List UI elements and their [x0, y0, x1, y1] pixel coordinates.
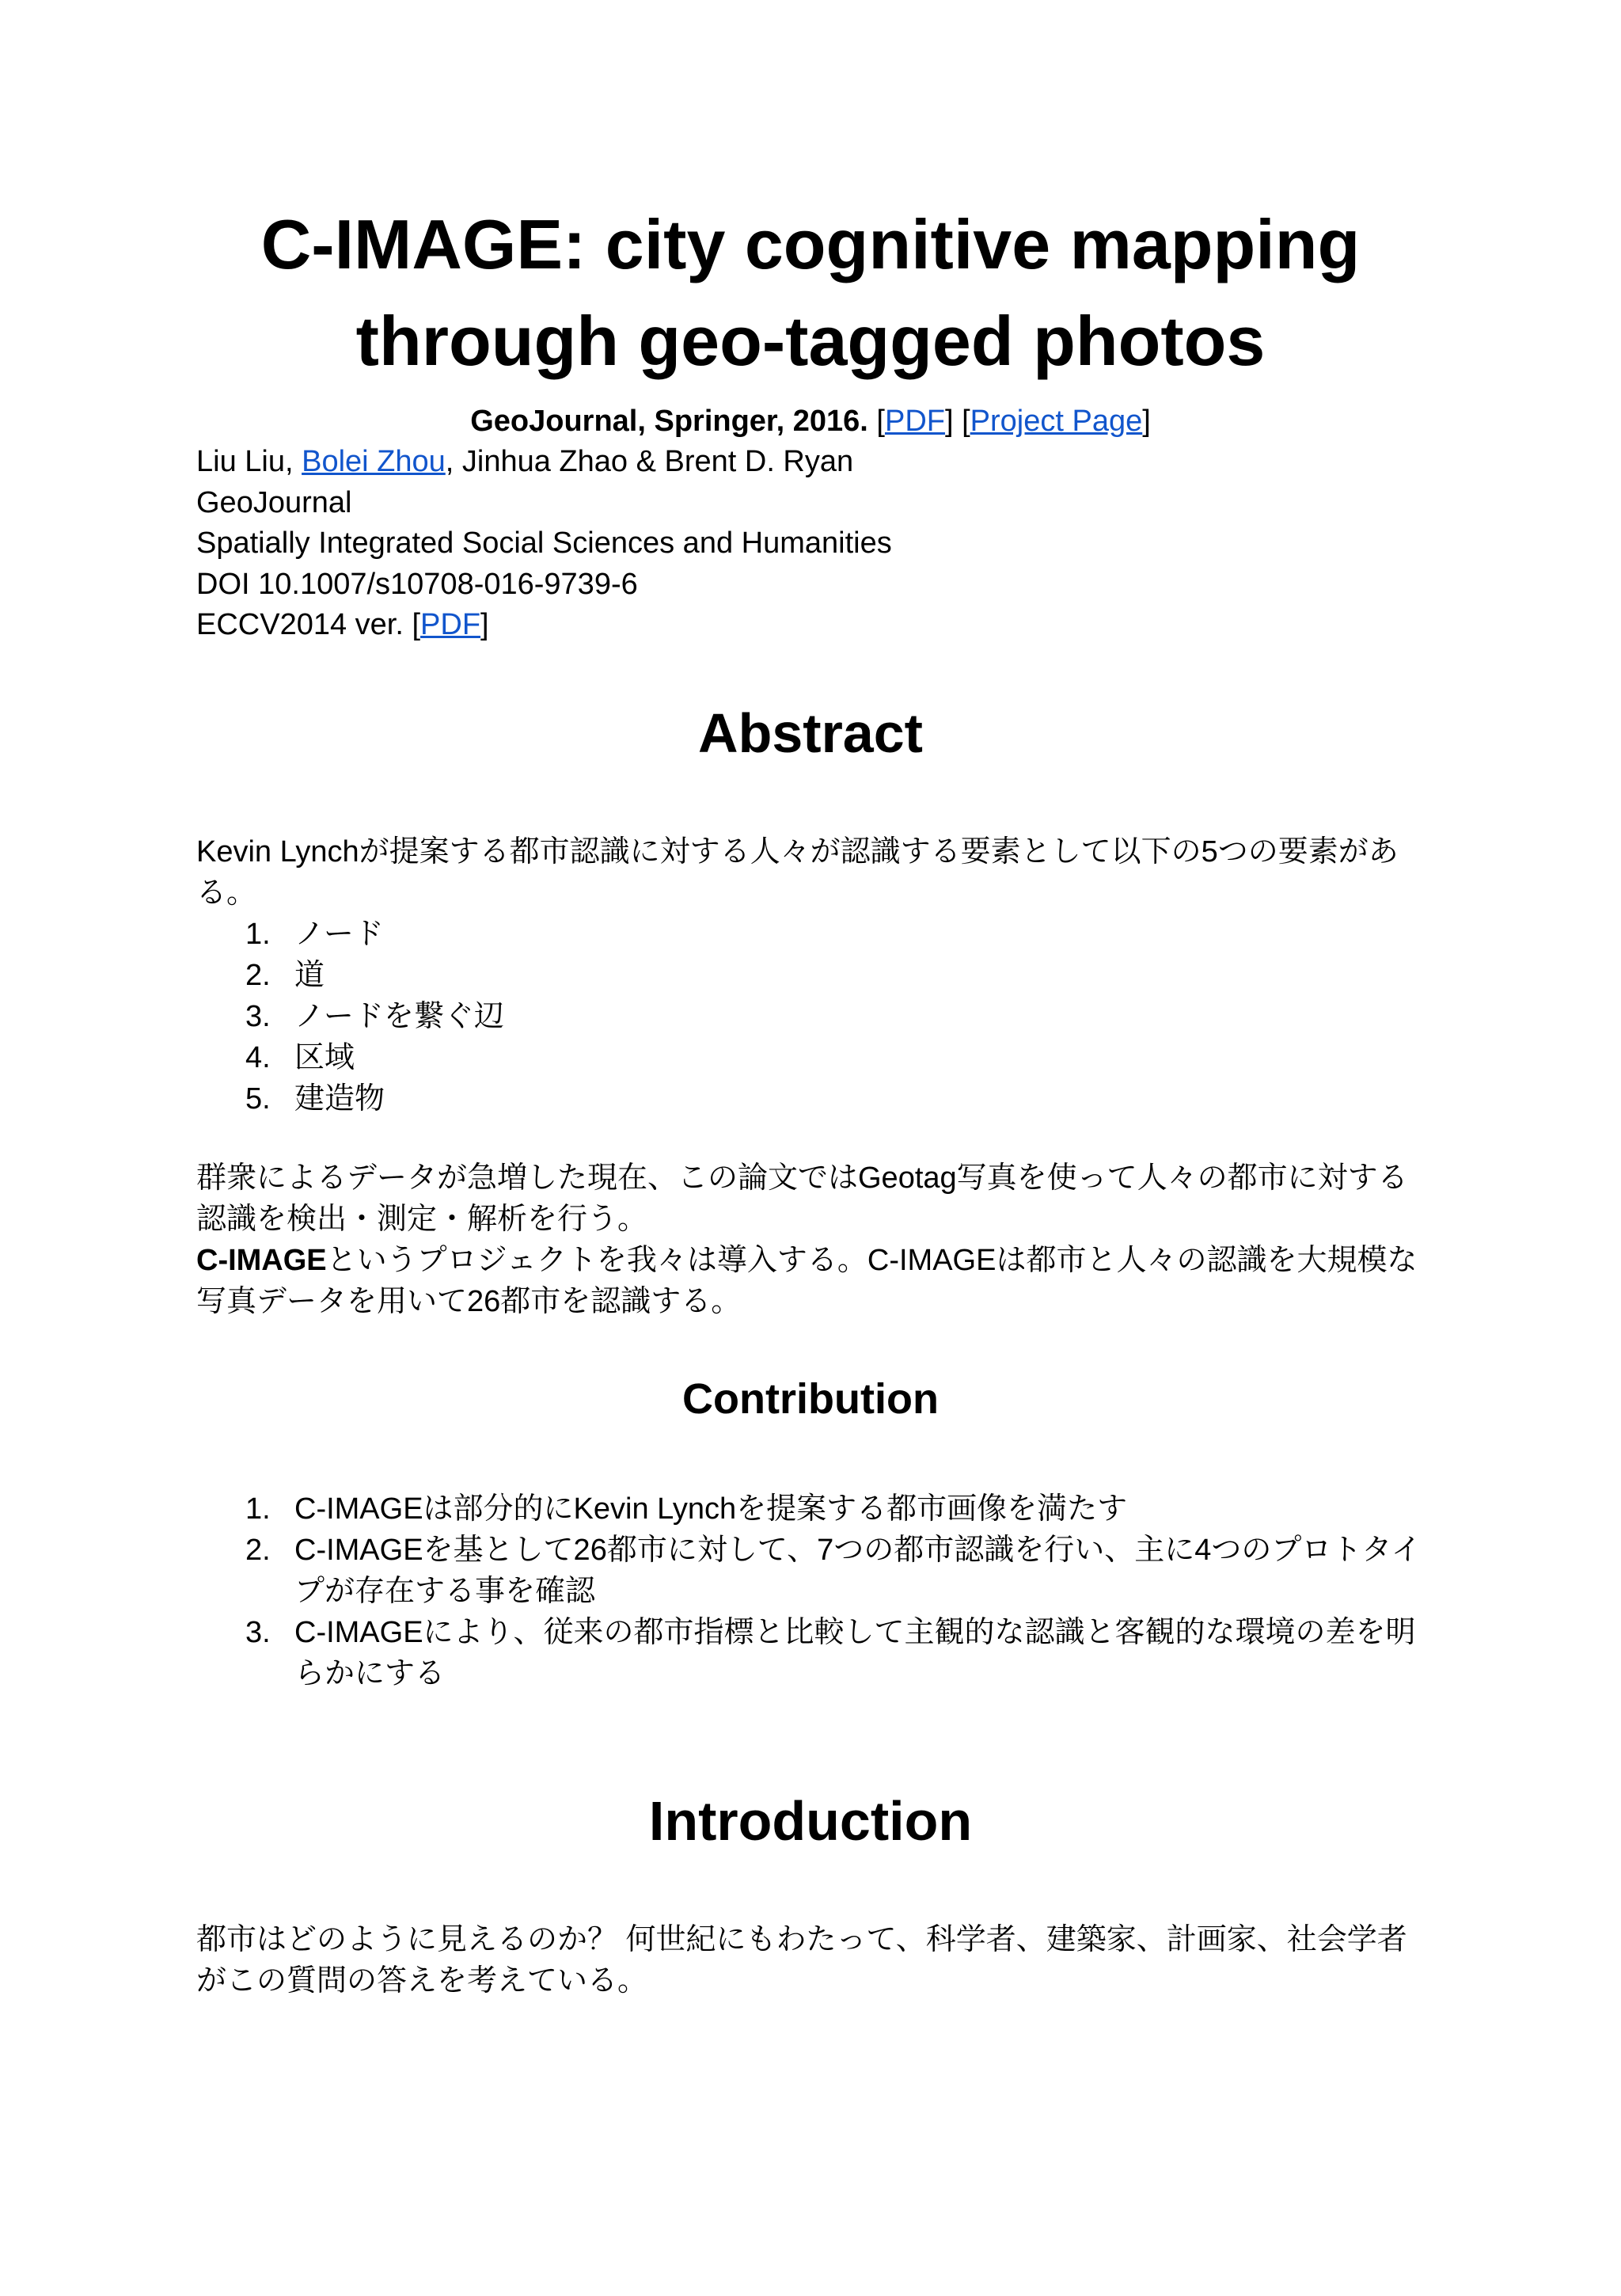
list-item: [196, 1530, 1431, 1612]
introduction-heading: Introduction: [648, 1790, 973, 1852]
venue-bracket-close-2: ]: [1142, 405, 1151, 438]
introduction-line-1: 都市はどのように見えるのか？ 何世紀にもわたって、科学者、建築家、計画家、社会学者: [196, 1923, 1407, 1956]
c-image-bold: C-IMAGE: [196, 1244, 327, 1277]
abstract-para-1-line-1: 群衆によるデータが急増した現在、この論文ではGeotag写真を使って人々の都市に対する: [196, 1161, 1408, 1195]
author-first: Liu Liu,: [196, 445, 302, 478]
list-item-text: 区域: [294, 1041, 355, 1074]
doi: DOI 10.1007/s10708-016-9739-6: [196, 567, 638, 601]
paper-title-line-1: C-IMAGE: city cognitive mapping: [260, 205, 1361, 283]
venue-bracket-open-1: [: [876, 405, 885, 438]
eccv-suffix: ]: [480, 608, 489, 641]
list-item-text: 道: [294, 959, 325, 992]
abstract-intro: [196, 831, 1431, 914]
paper-title-line-2: through geo-tagged photos: [355, 302, 1266, 380]
list-item-number: 2.: [245, 959, 271, 992]
list-item-text: 建造物: [294, 1082, 385, 1116]
introduction-line-2: がこの質問の答えを考えている。: [196, 1964, 648, 1998]
author-link-bolei-zhou[interactable]: Bolei Zhou: [302, 445, 446, 478]
venue-bracket-open-2: [: [962, 405, 970, 438]
eccv-line: [196, 605, 892, 646]
abstract-heading: Abstract: [698, 702, 923, 764]
list-item-text: ノードを繋ぐ辺: [294, 1000, 504, 1033]
list-item-text: ノード: [294, 918, 384, 951]
list-item-text: C-IMAGEは部分的にKevin Lynchを提案する都市画像を満たす: [294, 1492, 1128, 1526]
list-item: [196, 996, 1431, 1037]
paper-title: [0, 196, 1621, 390]
pdf-link[interactable]: PDF: [884, 405, 945, 438]
contribution-list: [196, 1488, 1431, 1694]
abstract-intro-line-2: る。: [196, 876, 257, 910]
list-item: [196, 1037, 1431, 1078]
paper-metadata: [196, 442, 892, 646]
list-item: [196, 955, 1431, 996]
venue-text: GeoJournal, Springer, 2016.: [470, 405, 868, 438]
eccv-pdf-link[interactable]: PDF: [420, 608, 481, 641]
contribution-heading: Contribution: [682, 1375, 939, 1423]
eccv-prefix: ECCV2014 ver. [: [196, 608, 421, 641]
project-page-link[interactable]: Project Page: [970, 405, 1143, 438]
venue-bracket-close-1: ]: [944, 405, 954, 438]
list-item: [196, 1078, 1431, 1119]
list-item-number: 5.: [245, 1082, 271, 1116]
list-item-text: C-IMAGEを基として26都市に対して、7つの都市認識を行い、主に4つのプロトタイ: [294, 1534, 1422, 1567]
list-item-text-continued: らかにする: [294, 1657, 446, 1690]
list-item-number: 4.: [245, 1041, 271, 1074]
introduction-body: [196, 1919, 1431, 2001]
list-item: [196, 914, 1431, 955]
abstract-para-2-line-1: [196, 1240, 1431, 1281]
abstract-para-2-line-1-rest: というプロジェクトを我々は導入する。C-IMAGEは都市と人々の認識を大規模な: [326, 1244, 1418, 1277]
authors-rest: , Jinhua Zhao & Brent D. Ryan: [445, 445, 854, 478]
abstract-intro-line-1: Kevin Lynchが提案する都市認識に対する人々が認識する要素として以下の5つの要素があ: [196, 835, 1399, 869]
list-item-number: 1.: [245, 918, 271, 951]
list-item-text: C-IMAGEにより、従来の都市指標と比較して主観的な認識と客観的な環境の差を明: [294, 1616, 1416, 1649]
journal-subject: Spatially Integrated Social Sciences and Humanities: [196, 526, 892, 560]
list-item: [196, 1612, 1431, 1694]
list-item-number: 3.: [245, 1616, 271, 1649]
abstract-para-2-line-2: 写真データを用いて26都市を認識する。: [196, 1285, 742, 1318]
venue-line: [0, 401, 1621, 442]
list-item: [196, 1488, 1431, 1530]
list-item-number: 3.: [245, 1000, 271, 1033]
journal-name: GeoJournal: [196, 485, 352, 519]
list-item-number: 2.: [245, 1534, 271, 1567]
abstract-body: [196, 1158, 1431, 1322]
list-item-number: 1.: [245, 1492, 271, 1526]
lynch-elements-list: [196, 914, 1431, 1119]
list-item-text-continued: プが存在する事を確認: [294, 1575, 596, 1608]
authors-line: [196, 442, 892, 483]
abstract-para-1-line-2: 認識を検出・測定・解析を行う。: [196, 1203, 648, 1236]
